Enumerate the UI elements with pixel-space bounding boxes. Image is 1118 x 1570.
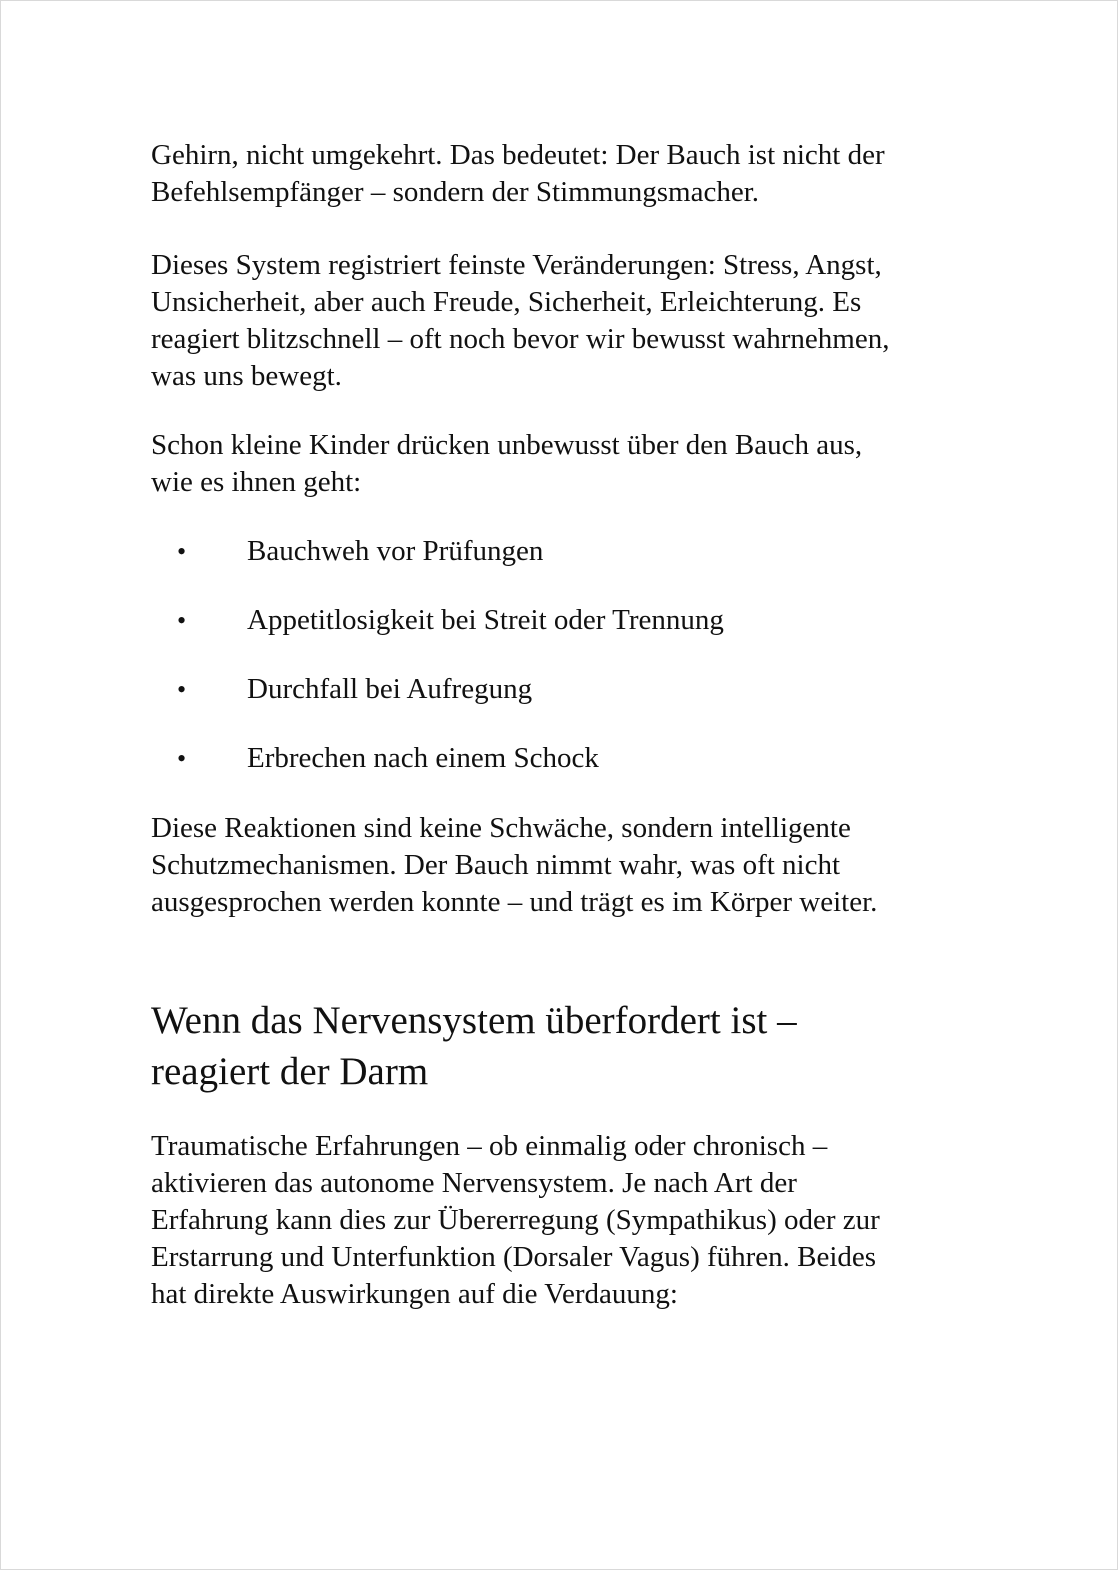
paragraph-intro: Gehirn, nicht umgekehrt. Das bedeutet: Der Bauch ist nicht der Befehlsempfänger – sondern der Stimmungsmacher.: [151, 139, 885, 208]
bullet-icon: •: [177, 537, 187, 566]
bullet-icon: •: [177, 744, 187, 773]
list-item-text: Bauchweh vor Prüfungen: [247, 535, 544, 567]
list-item: [151, 740, 991, 809]
list-item-text: Durchfall bei Aufregung: [247, 673, 533, 705]
list-item-text: Appetitlosigkeit bei Streit oder Trennung: [247, 604, 724, 636]
paragraph-trauma: Traumatische Erfahrungen – ob einmalig oder chronisch – aktivieren das autonome Nervensystem. Je nach Art der Erfahrung kann dies zur Übererregung (Sympathikus) oder zur Erstarrung und Unterfunktion (Dorsaler Vagus) führen. Beides hat direkte Auswirkungen auf die Verdauung:: [151, 1130, 880, 1310]
list-item: [151, 602, 991, 671]
list-item: [151, 533, 991, 602]
section-heading: Wenn das Nervensystem überfordert ist – reagiert der Darm: [151, 999, 797, 1093]
bullet-icon: •: [177, 675, 187, 704]
paragraph-reactions: Diese Reaktionen sind keine Schwäche, sondern intelligente Schutzmechanismen. Der Bauch nimmt wahr, was oft nicht ausgesprochen werden konnte – und trägt es im Körper weiter.: [151, 812, 878, 918]
symptom-list: [151, 533, 991, 809]
list-item-text: Erbrechen nach einem Schock: [247, 742, 599, 774]
paragraph-system: Dieses System registriert feinste Veränderungen: Stress, Angst, Unsicherheit, aber auch Freude, Sicherheit, Erleichterung. Es reagiert blitzschnell – oft noch bevor wir bewusst wahrnehmen, was uns bewegt.: [151, 249, 890, 392]
list-item: [151, 671, 991, 740]
paragraph-children: Schon kleine Kinder drücken unbewusst über den Bauch aus, wie es ihnen geht:: [151, 429, 863, 498]
bullet-icon: •: [177, 606, 187, 635]
